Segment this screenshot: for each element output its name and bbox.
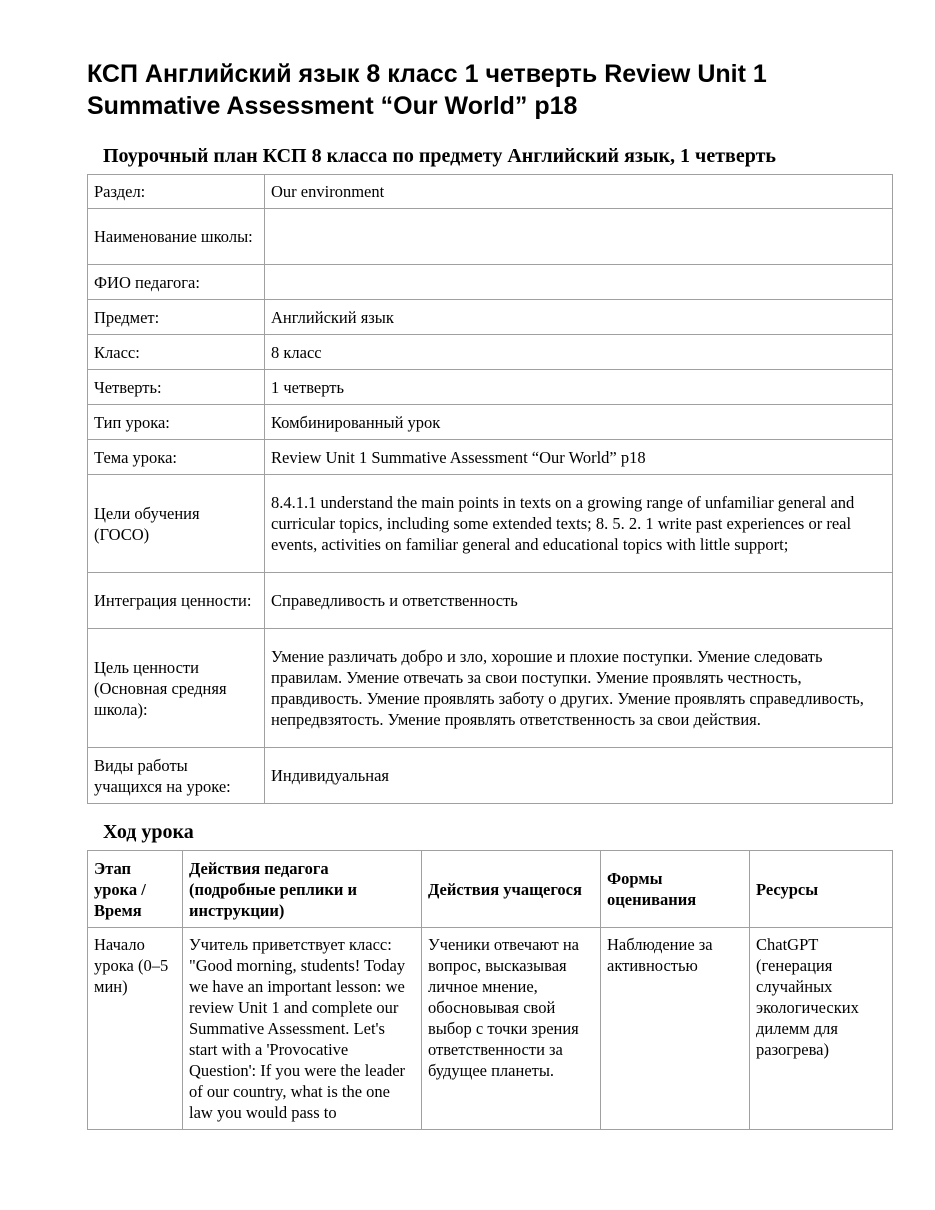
table-row	[88, 475, 893, 573]
table-row	[88, 629, 893, 748]
info-value: 8.4.1.1 understand the main points in texts on a growing range of unfamiliar general and curricular topics, including some extended texts; 8. 5. 2. 1 write past experiences or real events, activities on familiar general and educational topics with little support;	[265, 475, 893, 573]
table-header-row	[88, 851, 893, 928]
table-row	[88, 370, 893, 405]
column-header: Действия учащегося	[422, 851, 601, 928]
lesson-flow-table	[87, 850, 893, 1130]
info-value: Review Unit 1 Summative Assessment “Our World” p18	[265, 440, 893, 475]
assessment-cell: Наблюдение за активностью	[601, 928, 750, 1130]
info-label: Предмет:	[88, 300, 265, 335]
info-label: Раздел:	[88, 175, 265, 209]
info-label: Интеграция ценности:	[88, 573, 265, 629]
info-label: Цели обучения (ГОСО)	[88, 475, 265, 573]
lesson-info-table	[87, 174, 893, 804]
resources-cell: ChatGPT (генерация случайных экологических дилемм для разогрева)	[750, 928, 893, 1130]
table-row	[88, 209, 893, 265]
info-label: Тема урока:	[88, 440, 265, 475]
info-value: 1 четверть	[265, 370, 893, 405]
info-label: Наименование школы:	[88, 209, 265, 265]
info-value: Комбинированный урок	[265, 405, 893, 440]
student-actions-cell: Ученики отвечают на вопрос, высказывая личное мнение, обосновывая свой выбор с точки зрения ответственности за будущее планеты.	[422, 928, 601, 1130]
lesson-flow-heading: Ход урока	[103, 821, 194, 843]
info-label: Виды работы учащихся на уроке:	[88, 748, 265, 804]
stage-cell: Начало урока (0–5 мин)	[88, 928, 183, 1130]
teacher-actions-cell: Учитель приветствует класс: "Good morning, students! Today we have an important lesson: we review Unit 1 and complete our Summative Assessment. Let's start with a 'Provocative Question': If you were the leader of our country, what is the one law you would pass to	[183, 928, 422, 1130]
column-header: Формы оценивания	[601, 851, 750, 928]
document-page	[87, 58, 893, 1130]
column-header: Этап урока / Время	[88, 851, 183, 928]
column-header: Ресурсы	[750, 851, 893, 928]
table-row	[88, 175, 893, 209]
info-value	[265, 265, 893, 300]
info-value	[265, 209, 893, 265]
table-row	[88, 928, 893, 1130]
info-label: ФИО педагога:	[88, 265, 265, 300]
table-row	[88, 405, 893, 440]
table-row	[88, 573, 893, 629]
info-value: Our environment	[265, 175, 893, 209]
table-row	[88, 748, 893, 804]
table-row	[88, 300, 893, 335]
table-row	[88, 265, 893, 300]
document-title: КСП Английский язык 8 класс 1 четверть Review Unit 1 Summative Assessment “Our World” p18	[87, 60, 767, 120]
info-value: Индивидуальная	[265, 748, 893, 804]
column-header: Действия педагога (подробные реплики и инструкции)	[183, 851, 422, 928]
info-label: Четверть:	[88, 370, 265, 405]
info-label: Цель ценности (Основная средняя школа):	[88, 629, 265, 748]
table-row	[88, 335, 893, 370]
info-label: Тип урока:	[88, 405, 265, 440]
info-value: 8 класс	[265, 335, 893, 370]
plan-subtitle: Поурочный план КСП 8 класса по предмету Английский язык, 1 четверть	[103, 145, 776, 167]
info-label: Класс:	[88, 335, 265, 370]
info-value: Справедливость и ответственность	[265, 573, 893, 629]
info-value: Умение различать добро и зло, хорошие и плохие поступки. Умение следовать правилам. Умение отвечать за свои поступки. Умение проявлять честность, правдивость. Умение проявлять заботу о других. Умение проявлять справедливость, непредвзятость. Умение проявлять ответственность за свои действия.	[265, 629, 893, 748]
info-value: Английский язык	[265, 300, 893, 335]
table-row	[88, 440, 893, 475]
